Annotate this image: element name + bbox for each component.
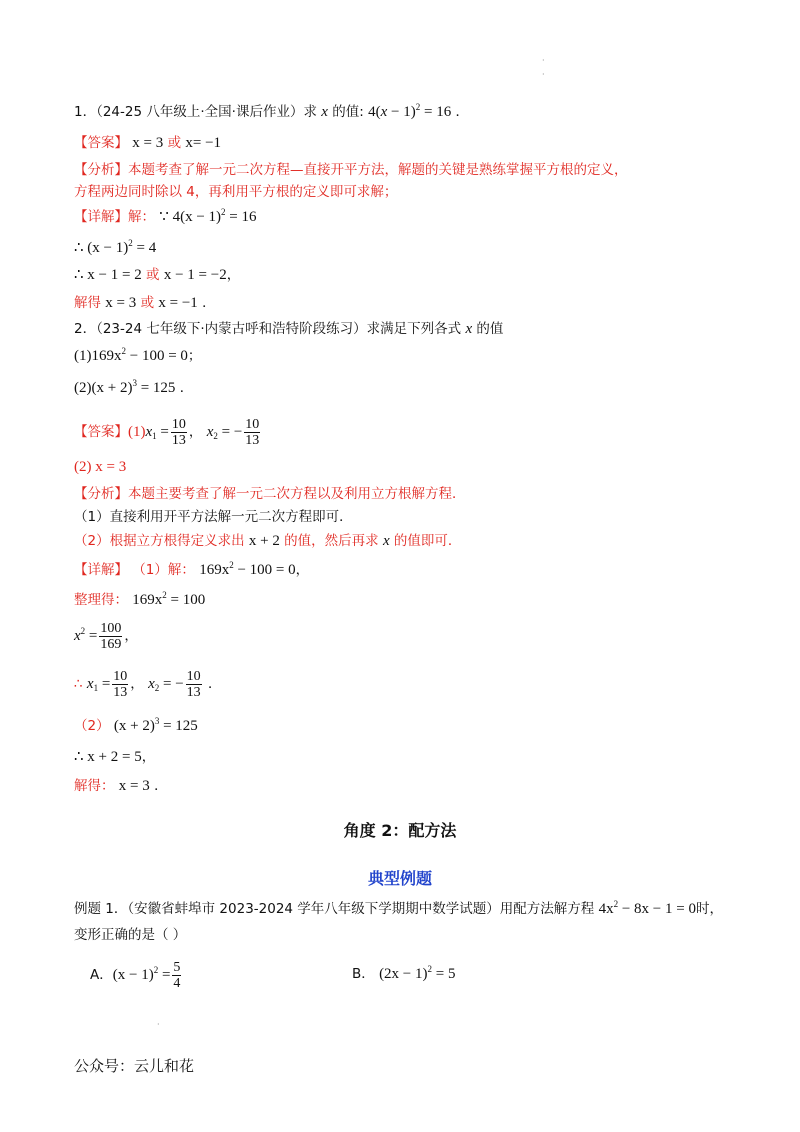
q2-xsq: $x^2$ = $\frac{100}{169}$ ， bbox=[74, 620, 138, 652]
q2-part1: $(1)169x^2 - 100 = 0$； bbox=[74, 346, 202, 364]
fraction: $\frac{10}{13}$ bbox=[113, 668, 128, 700]
q2-analysis-1: （1）直接利用开平方法解一元二次方程即可． bbox=[74, 509, 353, 525]
fraction: $\frac{10}{13}$ bbox=[186, 668, 201, 700]
option-a[interactable]: A． $(x - 1)^2$ = $\frac{5}{4}$ bbox=[90, 959, 181, 991]
section-title: 角度 2：配方法 bbox=[343, 821, 457, 840]
q2-part2: $(2)(x + 2)^3 = 125$ ． bbox=[74, 378, 194, 396]
q1-analysis-line2: 方程两边同时除以 4，再利用平方根的定义即可求解； bbox=[74, 184, 398, 200]
q2-answer-2: (2) x = 3 bbox=[74, 459, 127, 475]
fraction: $\frac{10}{13}$ bbox=[245, 416, 260, 448]
fraction: $\frac{10}{13}$ bbox=[171, 416, 186, 448]
q2-stem: 2．（23-24 七年级下·内蒙古呼和浩特阶段练习）求满足下列各式 x 的值 bbox=[74, 321, 504, 337]
footer-wechat: 公众号：云儿和花 bbox=[74, 1057, 195, 1075]
corner-dot: · bbox=[542, 56, 545, 65]
fraction: $\frac{5}{4}$ bbox=[173, 959, 181, 991]
q1-answer: 【答案】 x = 3 或 x= −1 bbox=[74, 135, 222, 151]
q2-answer: 【答案】 (1) $x_1$ = $\frac{10}{13}$ ， $x_2$ = − $\frac{10}{13}$ bbox=[74, 416, 260, 448]
q2-tidy: 整理得： $169x^2 = 100$ bbox=[74, 590, 206, 608]
q1-analysis-line1: 【分析】本题考查了解一元二次方程—直接开平方法，解题的关键是熟练掌握平方根的定义， bbox=[74, 162, 628, 178]
q2-solution-1: ∴ $x_1$ = $\frac{10}{13}$ ， $x_2$ = − $\frac{10}{13}$ ． bbox=[74, 668, 222, 700]
section-subtitle: 典型例题 bbox=[367, 869, 432, 888]
q2-detail: 【详解】 （1）解： $169x^2 - 100 = 0$， bbox=[74, 560, 310, 578]
q2-analysis-2: （2）根据立方根得定义求出 x + 2 的值，然后再求 x 的值即可． bbox=[74, 533, 462, 549]
q2-analysis: 【分析】本题主要考查了解一元二次方程以及利用立方根解方程． bbox=[74, 486, 466, 502]
q1-step2: ∴ x − 1 = 2 或 x − 1 = −2， bbox=[74, 267, 241, 283]
stray-dot: · bbox=[157, 1020, 160, 1029]
q1-step1: ∴ $(x - 1)^2 = 4$ bbox=[74, 238, 157, 256]
option-b[interactable]: B． $(2x - 1)^2 = 5$ bbox=[352, 964, 456, 982]
q2-part2-result: 解得： x = 3 ． bbox=[74, 778, 168, 794]
example-stem: 例题 1．（安徽省蚌埠市 2023-2024 学年八年级下学期期中数学试题）用配方法解方程 $4x^2 - 8x - 1 = 0$时， bbox=[74, 899, 723, 917]
fraction: $\frac{100}{169}$ bbox=[100, 620, 122, 652]
q1-detail: 【详解】解： ∵ $4(x - 1)^2 = 16$ bbox=[74, 207, 257, 225]
q1-stem: 1．（24-25 八年级上·全国·课后作业）求 x 的值: $4(x - 1)^2 = 16$ ． bbox=[74, 102, 469, 120]
corner-dot: · bbox=[542, 70, 545, 79]
q2-part2-step: ∴ x + 2 = 5， bbox=[74, 749, 156, 765]
example-stem-2: 变形正确的是（ ） bbox=[74, 927, 187, 943]
q2-part2-detail: （2） $(x + 2)^3 = 125$ bbox=[74, 716, 198, 734]
q1-result: 解得 x = 3 或 x = −1 ． bbox=[74, 295, 216, 311]
